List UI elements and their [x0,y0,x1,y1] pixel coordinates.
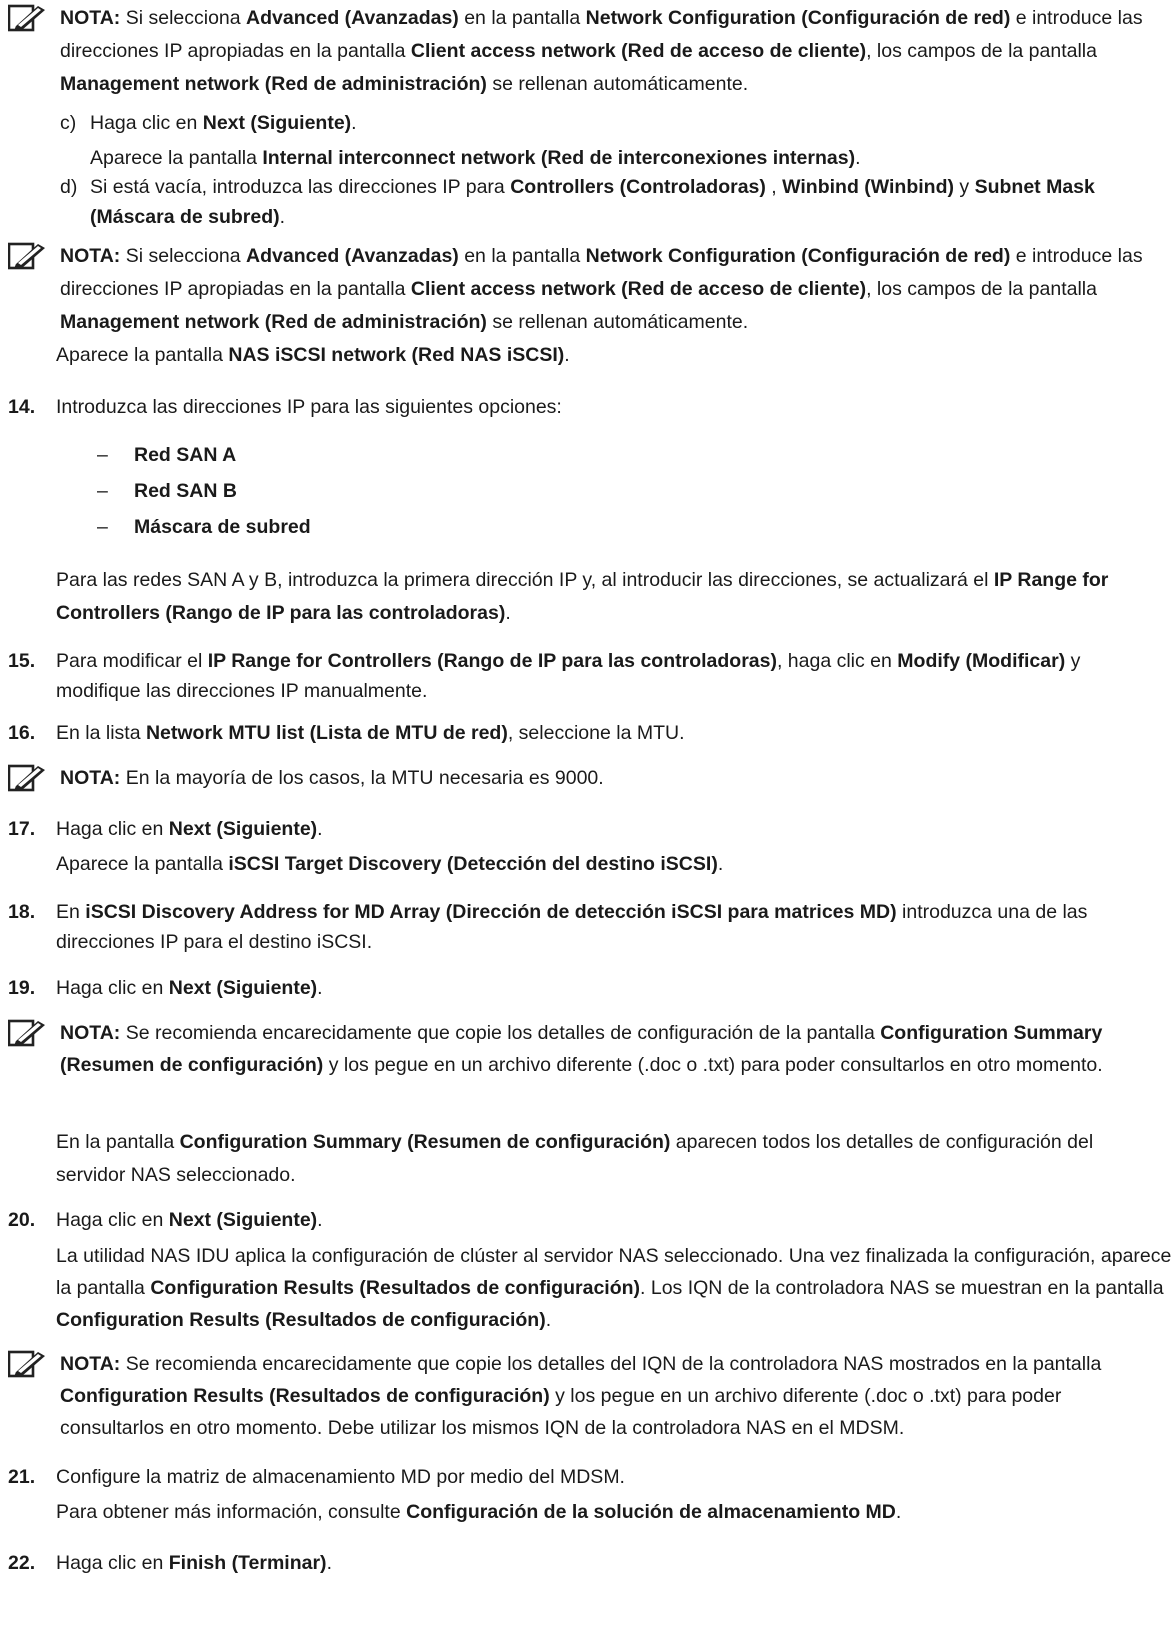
step-21-text: Configure la matriz de almacenamiento MD por medio del MDSM. [56,1466,625,1488]
note-pencil-icon [8,1350,48,1378]
link-configuracion-md[interactable]: Configuración de la solución de almacenamiento MD [406,1501,896,1523]
step-16-text: En la lista Network MTU list (Lista de MTU de red), seleccione la MTU. [56,722,685,744]
step-21-number: 21. [8,1466,36,1488]
note-4-followup: En la pantalla Configuration Summary (Resumen de configuración) aparecen todos los detalles de configuración del servidor NAS seleccionado. [56,1131,1094,1186]
note-pencil-icon [8,764,48,792]
step-20-followup: La utilidad NAS IDU aplica la configuración de clúster al servidor NAS seleccionado. Una vez finalizada la configuración, aparece la pantalla Configuration Results (Resultados de configuración). Los IQN de la controladora NAS se muestran en la pantalla Configuration Results (Resultados de configuración). [56,1245,1172,1331]
note-4-text: NOTA: Se recomienda encarecidamente que copie los detalles de configuración de la pantalla Configuration Summary (Resumen de configuración) y los pegue en un archivo diferente (.doc o .txt) para poder consultarlos en otro momento. [60,1022,1103,1076]
step-19-text: Haga clic en Next (Siguiente). [56,977,323,999]
step-14-text: Introduzca las direcciones IP para las siguientes opciones: [56,396,562,418]
bullet-dash: – [97,444,108,466]
note-1-text: NOTA: Si selecciona Advanced (Avanzadas) en la pantalla Network Configuration (Configuración de red) e introduce las direcciones IP apropiadas en la pantalla Client access network (Red de acceso de cliente), los campos de la pantalla Management network (Red de administración) se rellenan automáticamente. [60,7,1143,95]
step-18-text: En iSCSI Discovery Address for MD Array (Dirección de detección iSCSI para matrices MD) introduzca una de las direcciones IP para el destino iSCSI. [56,901,1088,953]
note-5-text: NOTA: Se recomienda encarecidamente que copie los detalles del IQN de la controladora NAS mostrados en la pantalla Configuration Results (Resultados de configuración) y los pegue en un archivo diferente (.doc o .txt) para poder consultarlos en otro momento. Debe utilizar los mismos IQN de la controladora NAS en el MDSM. [60,1353,1102,1439]
step-c-followup: Aparece la pantalla Internal interconnect network (Red de interconexiones internas). [90,147,861,169]
step-14-number: 14. [8,396,36,418]
step-17-text: Haga clic en Next (Siguiente). [56,818,323,840]
bullet-dash: – [97,516,108,538]
step-20-number: 20. [8,1209,36,1231]
step-22-text: Haga clic en Finish (Terminar). [56,1552,332,1574]
step-19-number: 19. [8,977,36,999]
bullet-dash: – [97,480,108,502]
bullet-red-san-b: Red SAN B [134,480,237,502]
step-14-paragraph: Para las redes SAN A y B, introduzca la primera dirección IP y, al introducir las direcciones, se actualizará el IP Range for Controllers (Rango de IP para las controladoras). [56,569,1109,624]
bullet-mascara-subred: Máscara de subred [134,516,311,538]
note-pencil-icon [8,4,48,32]
note-pencil-icon [8,242,48,270]
step-18-number: 18. [8,901,36,923]
note-3-text: NOTA: En la mayoría de los casos, la MTU necesaria es 9000. [60,767,604,789]
step-d-label: d) [60,176,78,198]
step-d-text: Si está vacía, introduzca las direcciones IP para Controllers (Controladoras) , Winbind (Winbind) y Subnet Mask (Máscara de subred). [90,176,1095,228]
bullet-red-san-a: Red SAN A [134,444,237,466]
step-15-number: 15. [8,650,36,672]
step-16-number: 16. [8,722,36,744]
note-2-followup: Aparece la pantalla NAS iSCSI network (Red NAS iSCSI). [56,344,570,366]
step-c-label: c) [60,112,77,134]
step-17-followup: Aparece la pantalla iSCSI Target Discovery (Detección del destino iSCSI). [56,853,724,875]
step-c-text: Haga clic en Next (Siguiente). [90,112,357,134]
step-15-text: Para modificar el IP Range for Controllers (Rango de IP para las controladoras), haga clic en Modify (Modificar) y modifique las direcciones IP manualmente. [56,650,1081,702]
step-22-number: 22. [8,1552,36,1574]
note-label: NOTA: [60,7,121,29]
step-20-text: Haga clic en Next (Siguiente). [56,1209,323,1231]
note-2-text: NOTA: Si selecciona Advanced (Avanzadas) en la pantalla Network Configuration (Configuración de red) e introduce las direcciones IP apropiadas en la pantalla Client access network (Red de acceso de cliente), los campos de la pantalla Management network (Red de administración) se rellenan automáticamente. [60,245,1143,333]
step-17-number: 17. [8,818,36,840]
step-21-followup: Para obtener más información, consulte Configuración de la solución de almacenamiento MD. [56,1501,902,1523]
note-pencil-icon [8,1019,48,1047]
